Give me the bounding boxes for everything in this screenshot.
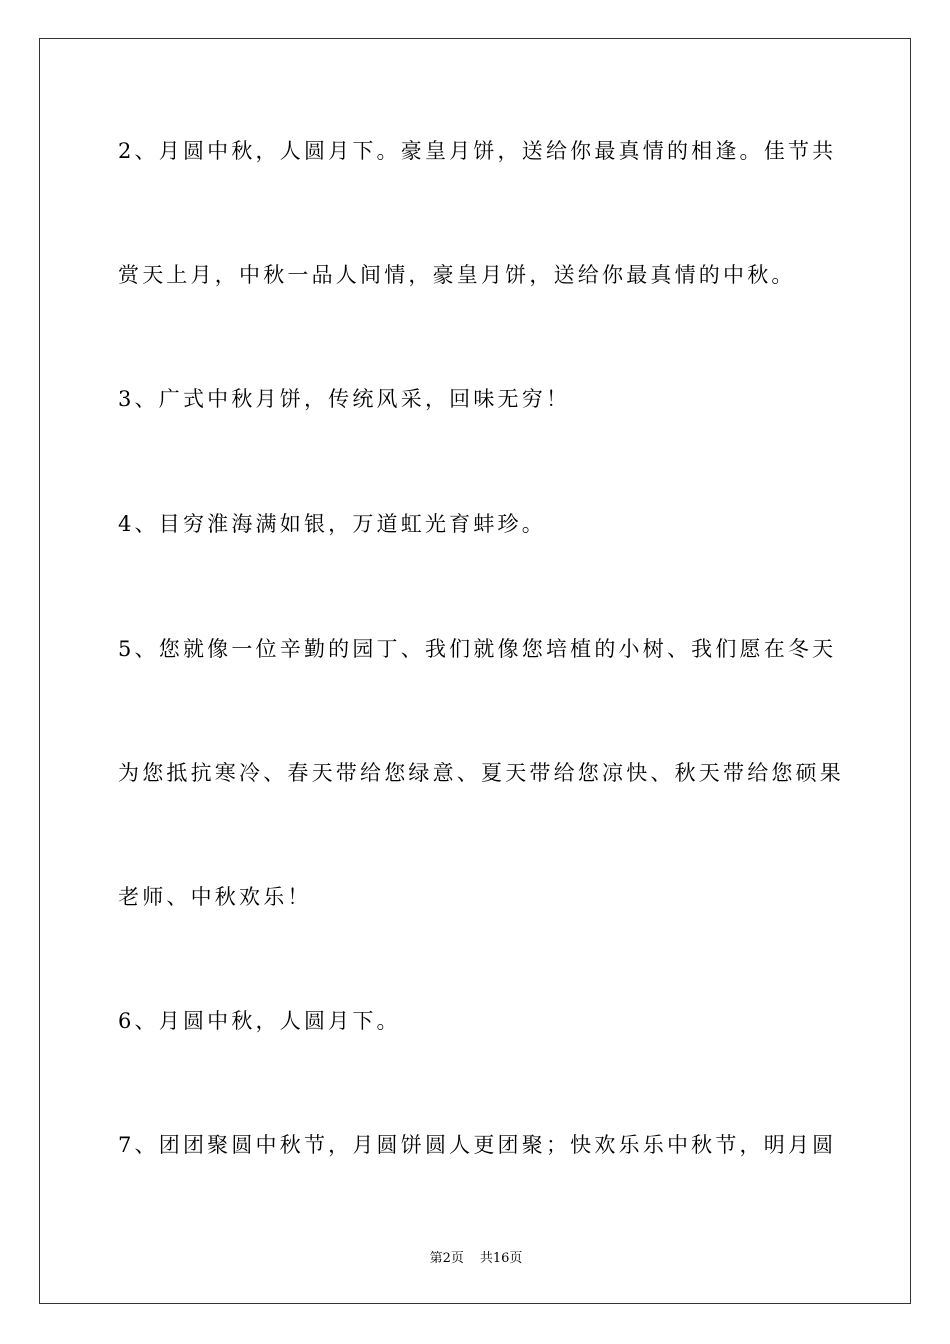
text-line: 老师、中秋欢乐！ bbox=[118, 885, 312, 909]
text-line: 为您抵抗寒冷、春天带给您绿意、夏天带给您凉快、秋天带给您硕果 bbox=[118, 761, 844, 785]
text-line: 赏天上月，中秋一品人间情，豪皇月饼，送给你最真情的中秋。 bbox=[118, 263, 796, 287]
page-frame bbox=[39, 38, 911, 1304]
text-line: 5、您就像一位辛勤的园丁、我们就像您培植的小树、我们愿在冬天 bbox=[118, 637, 837, 661]
text-line: 2、月圆中秋，人圆月下。豪皇月饼，送给你最真情的相逢。佳节共 bbox=[118, 139, 837, 163]
page-number: 第2页 bbox=[429, 1251, 464, 1266]
text-line: 4、目穷淮海满如银，万道虹光育蚌珍。 bbox=[118, 512, 546, 536]
text-line: 3、广式中秋月饼，传统风采，回味无穷！ bbox=[118, 387, 571, 411]
text-line: 6、月圆中秋，人圆月下。 bbox=[118, 1009, 401, 1033]
page-footer bbox=[40, 1247, 912, 1266]
text-line: 7、团团聚圆中秋节，月圆饼圆人更团聚；快欢乐乐中秋节，明月圆 bbox=[118, 1133, 837, 1157]
page-total: 共16页 bbox=[479, 1251, 523, 1266]
